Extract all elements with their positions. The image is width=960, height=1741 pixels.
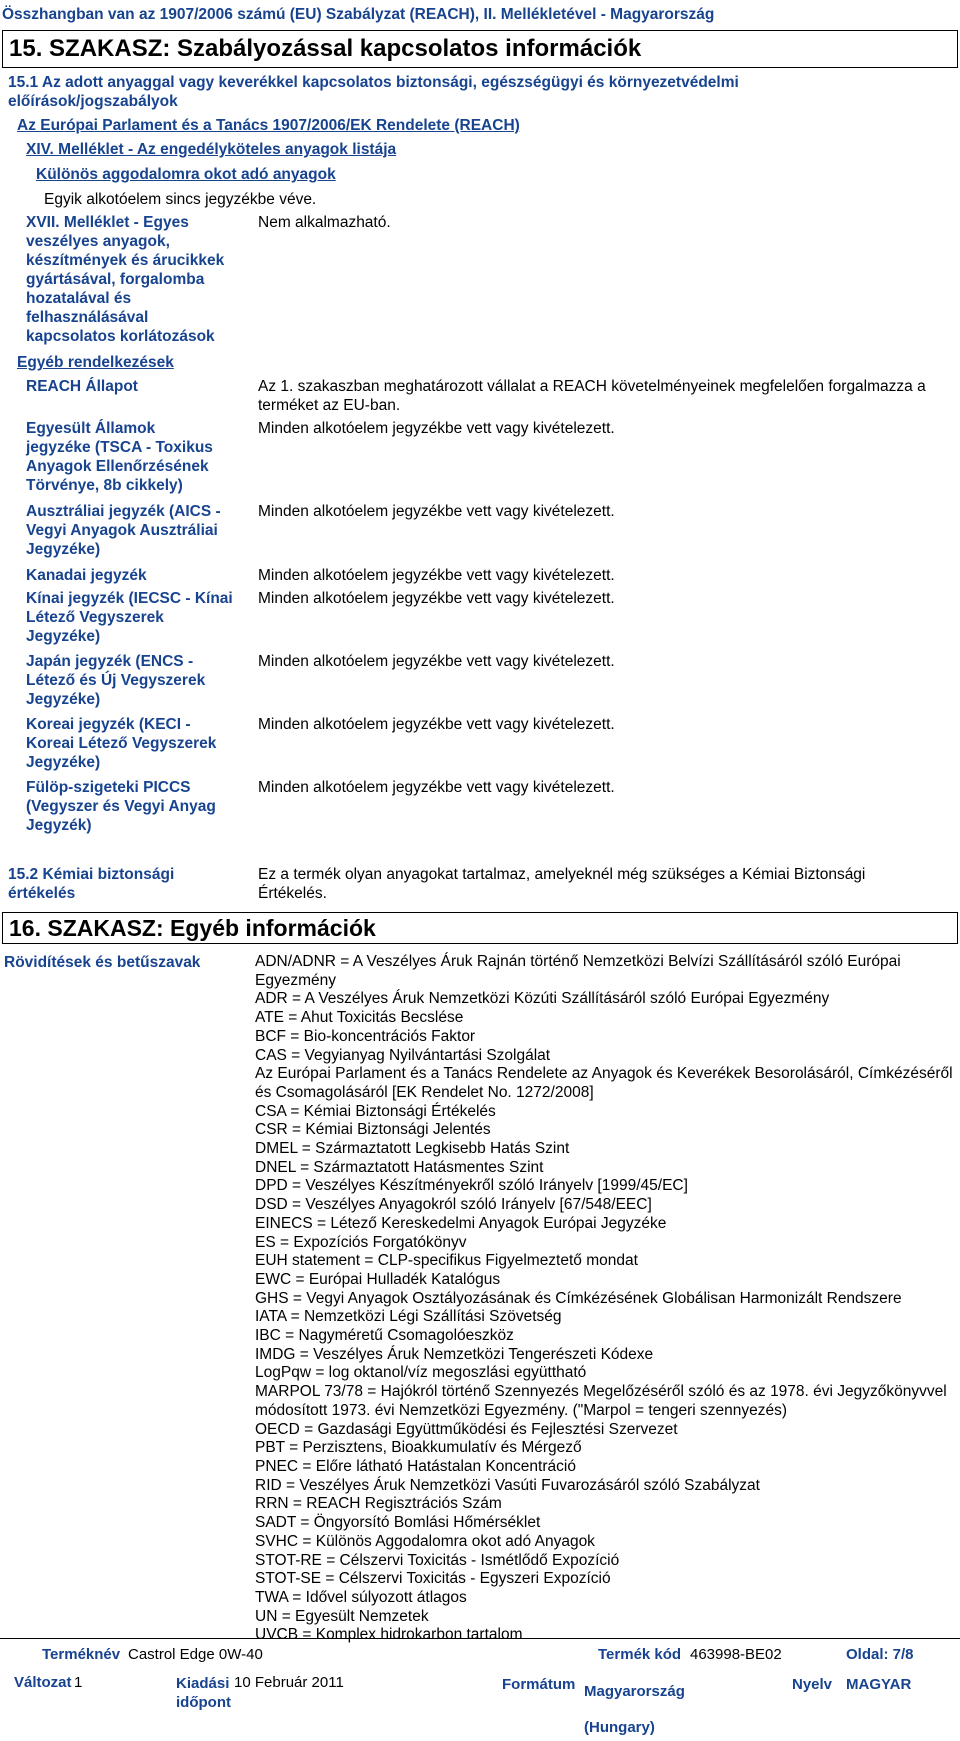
list-item: UVCB = Komplex hidrokarbon tartalom: [255, 1626, 523, 1644]
section-16-title: 16. SZAKASZ: Egyéb információk: [2, 912, 958, 944]
list-item: DNEL = Származtatott Hatásmentes Szint: [255, 1158, 544, 1176]
abbreviations-label: Rövidítések és betűszavak: [4, 954, 201, 971]
subsection-15-2-label: 15.2 Kémiai biztonsági értékelés: [8, 866, 175, 902]
product-name-label: Terméknév: [42, 1646, 121, 1663]
list-item: OECD = Gazdasági Együttműködési és Fejlesztési Szervezet: [255, 1420, 678, 1438]
annex-17-value: Nem alkalmazható.: [258, 214, 391, 231]
list-item: LogPqw = log oktanol/víz megoszlási együttható: [255, 1364, 587, 1382]
list-item: PBT = Perzisztens, Bioakkumulatív és Mérgező: [255, 1439, 582, 1457]
product-code-label: Termék kód: [598, 1646, 682, 1663]
product-code-value: 463998-BE02: [690, 1646, 782, 1663]
regulation-label: Egyesült Államok jegyzéke (TSCA - Toxikus Anyagok Ellenőrzésének Törvénye, 8b cikkely): [26, 420, 213, 494]
list-item: ES = Expozíciós Forgatókönyv: [255, 1233, 467, 1251]
regulation-label: REACH Állapot: [26, 378, 138, 395]
regulation-value: Minden alkotóelem jegyzékbe vett vagy kivételezett.: [258, 653, 615, 670]
list-item: DMEL = Származtatott Legkisebb Hatás Szint: [255, 1140, 570, 1158]
list-item: CSR = Kémiai Biztonsági Jelentés: [255, 1121, 491, 1139]
list-item: EINECS = Létező Kereskedelmi Anyagok Európai Jegyzéke: [255, 1214, 667, 1232]
section-15-title: 15. SZAKASZ: Szabályozással kapcsolatos információk: [2, 30, 958, 68]
list-item: CSA = Kémiai Biztonsági Értékelés: [255, 1102, 496, 1120]
list-item: IMDG = Veszélyes Áruk Nemzetközi Tengerészeti Kódexe: [255, 1345, 654, 1363]
regulation-label: Kínai jegyzék (IECSC - Kínai Létező Vegyszerek Jegyzéke): [26, 590, 233, 645]
regulation-label: Kanadai jegyzék: [26, 567, 147, 584]
list-item: IATA = Nemzetközi Légi Szállítási Szövetség: [255, 1308, 562, 1326]
list-item: EWC = Európai Hulladék Katalógus: [255, 1270, 501, 1288]
product-name-value: Castrol Edge 0W-40: [128, 1646, 263, 1663]
list-item: BCF = Bio-koncentrációs Faktor: [255, 1027, 476, 1045]
format-label: Formátum: [502, 1676, 576, 1693]
list-item: SVHC = Különös Aggodalomra okot adó Anyagok: [255, 1532, 595, 1550]
subsection-15-1-title: 15.1 Az adott anyaggal vagy keverékkel kapcsolatos biztonsági, egészségügyi és környezetvédelmi előírások/jogszabályok: [8, 74, 739, 110]
regulation-value: Minden alkotóelem jegyzékbe vett vagy kivételezett.: [258, 503, 615, 520]
format-value: Magyarország (Hungary): [584, 1683, 685, 1736]
list-item: IBC = Nagyméretű Csomagolóeszköz: [255, 1327, 514, 1345]
regulation-label: Fülöp-szigeteki PICCS (Vegyszer és Vegyi Anyag Jegyzék): [26, 779, 216, 834]
regulation-value: Minden alkotóelem jegyzékbe vett vagy kivételezett.: [258, 567, 615, 584]
subsection-15-2-value: Ez a termék olyan anyagokat tartalmaz, amelyeknél még szükséges a Kémiai Biztonsági Értékelés.: [258, 866, 866, 902]
list-item: Az Európai Parlament és a Tanács Rendelete az Anyagok és Keverékek Besorolásáról, Címkézéséről és Csomagolásáról [EK Rendelet No. 1272/2008]: [255, 1065, 953, 1101]
footer-divider: [0, 1638, 960, 1639]
document-header: Összhangban van az 1907/2006 számú (EU) Szabályzat (REACH), II. Mellékletével - Magyarország: [2, 6, 715, 23]
list-item: TWA = Idővel súlyozott átlagos: [255, 1588, 467, 1606]
issue-date-label: Kiadási időpont: [176, 1675, 231, 1711]
regulation-value: Minden alkotóelem jegyzékbe vett vagy kivételezett.: [258, 716, 615, 733]
regulation-value: Minden alkotóelem jegyzékbe vett vagy kivételezett.: [258, 590, 615, 607]
list-item: UN = Egyesült Nemzetek: [255, 1607, 429, 1625]
list-item: PNEC = Előre látható Hatástalan Koncentráció: [255, 1457, 576, 1475]
list-item: RRN = REACH Regisztrációs Szám: [255, 1495, 502, 1513]
list-item: STOT-SE = Célszervi Toxicitás - Egyszeri Expozíció: [255, 1570, 611, 1588]
language-value: MAGYAR: [846, 1676, 912, 1693]
regulation-value: Minden alkotóelem jegyzékbe vett vagy kivételezett.: [258, 420, 615, 437]
list-item: EUH statement = CLP-specifikus Figyelmeztető mondat: [255, 1252, 638, 1270]
version-label: Változat: [14, 1674, 72, 1691]
list-item: ADR = A Veszélyes Áruk Nemzetközi Közúti Szállításáról szóló Európai Egyezmény: [255, 990, 830, 1008]
list-item: STOT-RE = Célszervi Toxicitás - Ismétlődő Expozíció: [255, 1551, 620, 1569]
list-item: ADN/ADNR = A Veszélyes Áruk Rajnán történő Nemzetközi Belvízi Szállításáról szóló Európai Egyezmény: [255, 953, 901, 989]
abbreviations-list: [255, 953, 955, 1645]
other-regulations-heading: Egyéb rendelkezések: [17, 354, 174, 371]
svhc-heading: Különös aggodalomra okot adó anyagok: [36, 166, 336, 183]
list-item: ATE = Ahut Toxicitás Becslése: [255, 1009, 464, 1027]
list-item: DPD = Veszélyes Készítményekről szóló Irányelv [1999/45/EC]: [255, 1177, 688, 1195]
regulation-label: Koreai jegyzék (KECI - Koreai Létező Vegyszerek Jegyzéke): [26, 716, 217, 771]
annex-17-label: XVII. Melléklet - Egyes veszélyes anyagok, készítmények és árucikkek gyártásával, forgalomba hozatalával és felhasználásával kapcsolatos korlátozások: [26, 214, 225, 345]
reach-regulation-heading: Az Európai Parlament és a Tanács 1907/2006/EK Rendelete (REACH): [17, 117, 520, 134]
list-item: CAS = Vegyianyag Nyilvántartási Szolgálat: [255, 1046, 551, 1064]
list-item: RID = Veszélyes Áruk Nemzetközi Vasúti Fuvarozásáról szóló Szabályzat: [255, 1476, 760, 1494]
regulation-label: Ausztráliai jegyzék (AICS - Vegyi Anyagok Ausztráliai Jegyzéke): [26, 503, 221, 558]
issue-date-value: 10 Február 2011: [234, 1674, 344, 1691]
language-label: Nyelv: [792, 1676, 833, 1693]
regulation-value: Az 1. szakaszban meghatározott vállalat a REACH követelményeinek megfelelően forgalmazza a terméket az EU-ban.: [258, 378, 926, 414]
svhc-note: Egyik alkotóelem sincs jegyzékbe véve.: [44, 191, 317, 208]
list-item: GHS = Vegyi Anyagok Osztályozásának és Címkézésének Globálisan Harmonizált Rendszere: [255, 1289, 902, 1307]
regulation-label: Japán jegyzék (ENCS - Létező és Új Vegyszerek Jegyzéke): [26, 653, 206, 708]
list-item: SADT = Öngyorsító Bomlási Hőmérséklet: [255, 1514, 541, 1532]
page-number: Oldal: 7/8: [846, 1646, 914, 1663]
list-item: DSD = Veszélyes Anyagokról szóló Irányelv [67/548/EEC]: [255, 1196, 652, 1214]
regulation-value: Minden alkotóelem jegyzékbe vett vagy kivételezett.: [258, 779, 615, 796]
list-item: MARPOL 73/78 = Hajókról történő Szennyezés Megelőzéséről szóló és az 1978. évi Jegyzőkönyvvel módosított 1973. évi Nemzetközi Egyezmény. ("Marpol = tengeri szennyezés): [255, 1383, 947, 1419]
version-value: 1: [74, 1674, 83, 1691]
annex-14-heading: XIV. Melléklet - Az engedélyköteles anyagok listája: [26, 141, 397, 158]
